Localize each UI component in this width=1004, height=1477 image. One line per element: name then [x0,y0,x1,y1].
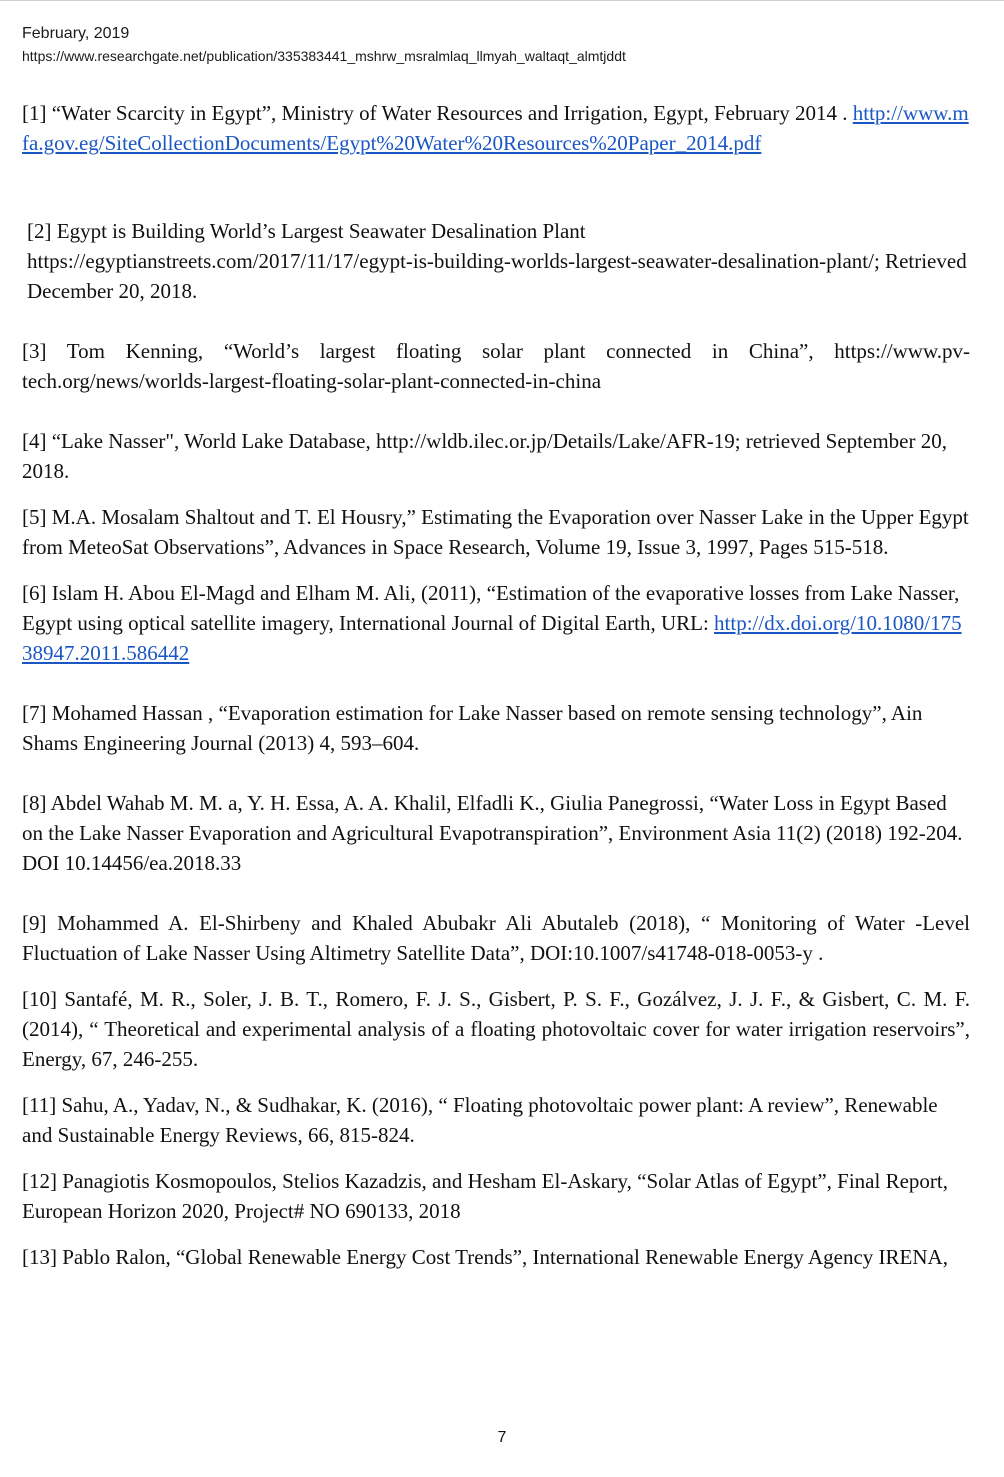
reference-8 [22,788,970,878]
reference-6-link[interactable]: http://dx.doi.org/10.1080/17538947.2011.586442 [22,611,962,665]
reference-2 [22,216,970,306]
reference-13-text: [13] Pablo Ralon, “Global Renewable Energy Cost Trends”, International Renewable Energy Agency IRENA, [22,1245,948,1269]
reference-4-text: [4] “Lake Nasser", World Lake Database, http://wldb.ilec.or.jp/Details/Lake/AFR-19; retrieved September 20, 2018. [22,429,947,483]
header-date: February, 2019 [22,25,130,42]
reference-6-text: [6] Islam H. Abou El-Magd and Elham M. Ali, (2011), “Estimation of the evaporative losses from Lake Nasser, Egypt using optical satellite imagery, International Journal of Digital Earth, URL: [22,581,960,635]
reference-1 [22,98,970,158]
reference-2-text: [2] Egypt is Building World’s Largest Seawater Desalination Plant https://egyptianstreets.com/2017/11/17/egypt-is-building-worlds-largest-seawater-desalination-plant/; Retrieved December 20, 2018. [27,219,967,303]
reference-11-text: [11] Sahu, A., Yadav, N., & Sudhakar, K. (2016), “ Floating photovoltaic power plant: A review”, Renewable and Sustainable Energy Reviews, 66, 815-824. [22,1093,938,1147]
page-number: 7 [497,1429,507,1446]
reference-4 [22,426,970,486]
reference-3 [22,336,970,396]
reference-10-text: [10] Santafé, M. R., Soler, J. B. T., Romero, F. J. S., Gisbert, P. S. F., Gozálvez, J. J. F., & Gisbert, C. M. F. (2014), “ Theoretical and experimental analysis of a floating photovoltaic cover for water irrigation reservoirs”, Energy, 67, 246-255. [22,987,970,1071]
reference-1-link[interactable]: http://www.mfa.gov.eg/SiteCollectionDocuments/Egypt%20Water%20Resources%20Paper_2014.pdf [22,101,969,155]
reference-11 [22,1090,970,1150]
reference-12 [22,1166,970,1226]
reference-13 [22,1242,970,1272]
reference-7-text: [7] Mohamed Hassan , “Evaporation estimation for Lake Nasser based on remote sensing technology”, Ain Shams Engineering Journal (2013) 4, 593–604. [22,701,923,755]
reference-list [22,98,970,1272]
reference-7 [22,698,970,758]
reference-12-text: [12] Panagiotis Kosmopoulos, Stelios Kazadzis, and Hesham El-Askary, “Solar Atlas of Egypt”, Final Report, European Horizon 2020, Project# NO 690133, 2018 [22,1169,948,1223]
reference-9 [22,908,970,968]
page-header [22,23,626,66]
reference-5 [22,502,970,562]
reference-5-text: [5] M.A. Mosalam Shaltout and T. El Housry,” Estimating the Evaporation over Nasser Lake in the Upper Egypt from MeteoSat Observations”, Advances in Space Research, Volume 19, Issue 3, 1997, Pages 515-518. [22,505,969,559]
reference-9-text: [9] Mohammed A. El-Shirbeny and Khaled Abubakr Ali Abutaleb (2018), “ Monitoring of Water -Level Fluctuation of Lake Nasser Using Altimetry Satellite Data”, DOI:10.1007/s41748-018-0053-y . [22,911,970,965]
reference-6 [22,578,970,668]
reference-8-text: [8] Abdel Wahab M. M. a, Y. H. Essa, A. A. Khalil, Elfadli K., Giulia Panegrossi, “Water Loss in Egypt Based on the Lake Nasser Evaporation and Agricultural Evapotranspiration”, Environment Asia 11(2) (2018) 192-204. DOI 10.14456/ea.2018.33 [22,791,963,875]
reference-10 [22,984,970,1074]
header-url: https://www.researchgate.net/publication/335383441_mshrw_msralmlaq_llmyah_waltaqt_almtjddt [22,48,626,64]
reference-3-text: [3] Tom Kenning, “World’s largest floating solar plant connected in China”, https://www.pv-tech.org/news/worlds-largest-floating-solar-plant-connected-in-china [22,339,970,393]
reference-1-text: [1] “Water Scarcity in Egypt”, Ministry of Water Resources and Irrigation, Egypt, February 2014 . [22,101,848,125]
